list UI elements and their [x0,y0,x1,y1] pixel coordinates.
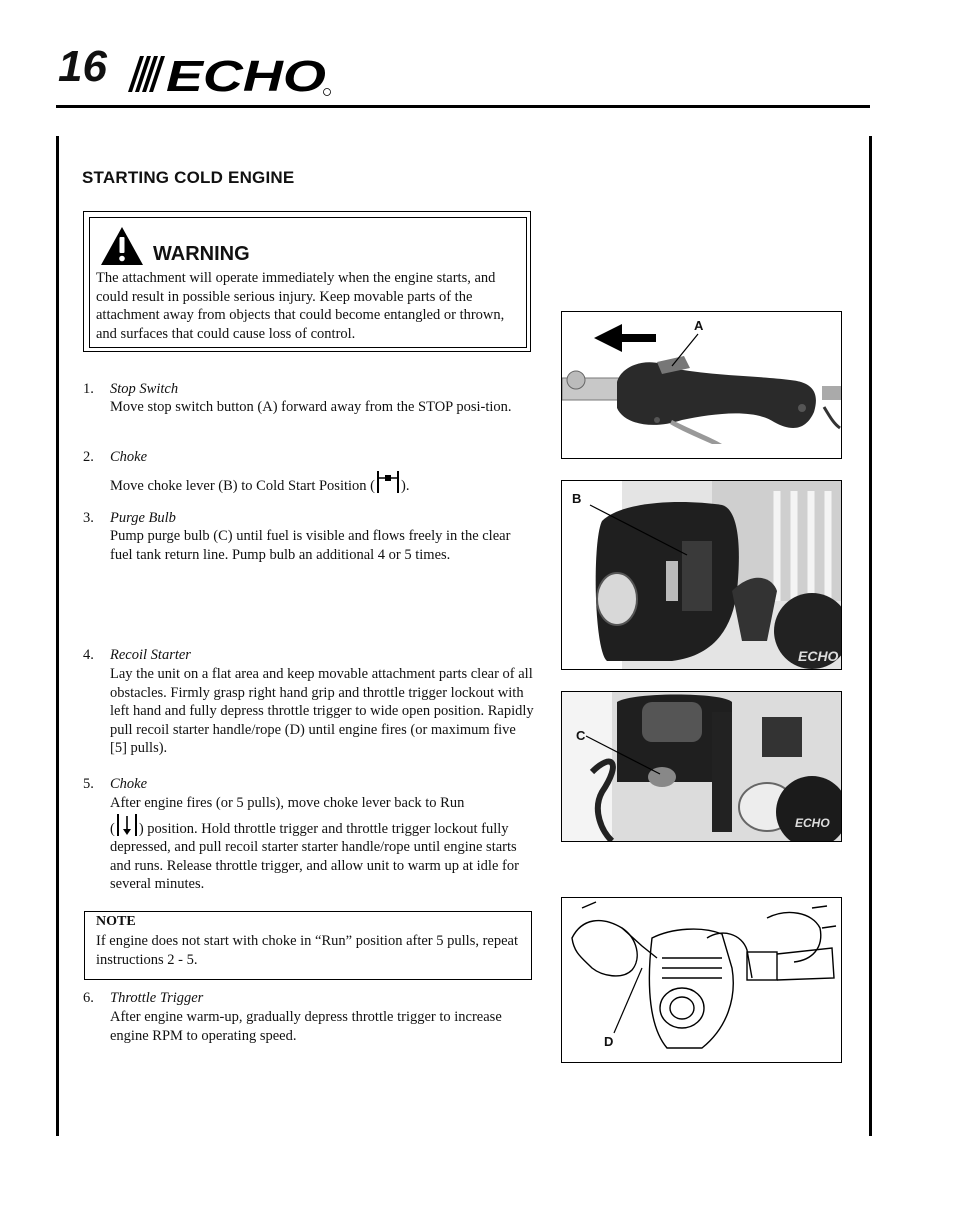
purge-bulb-photo [562,692,841,841]
page-number: 16 [58,42,107,91]
figure-label-c: C [576,728,586,743]
warning-title: WARNING [153,243,250,265]
step-title-stop-switch: Stop Switch [110,381,179,397]
step-body-choke-run [110,794,534,894]
choke-run-text: ) position. Hold throttle trigger and throttle trigger lockout fully depressed, and pull recoil starter starter handle/rope until engine starts and runs. Release throttle trigger, and allow unit to warm up at idle for several minutes. [110,820,519,893]
figure-label-a: A [694,318,704,333]
section-heading: STARTING COLD ENGINE [82,168,295,187]
step-body-stop-switch: Move stop switch button (A) forward away from the STOP posi-tion. [110,399,512,415]
step-body-purge-bulb: Pump purge bulb (C) until fuel is visible and flows freely in the clear fuel tank return line. Pump bulb an additional 4 or 5 times. [110,528,511,563]
figure-purge-bulb [561,691,842,842]
right-margin-rule [869,136,872,1136]
run-choke-icon [115,813,139,837]
step-number: 2. [83,449,94,465]
svg-text:ECHO: ECHO [798,648,839,664]
note-title: NOTE [96,914,136,929]
step-title-choke-run: Choke [110,776,148,792]
choke-lever-photo [562,481,841,669]
step-number: 6. [83,990,94,1006]
step-title-recoil-starter: Recoil Starter [110,647,191,663]
step-body-recoil-starter: Lay the unit on a flat area and keep movable attachment parts clear of all obstacles. Firmly grasp right hand grip and throttle trigger lockout with left hand and fully depress throttle trigger to wide open position. Rapidly pull recoil starter handle/rope (D) until engine fires (or maximum five [5] pulls). [110,666,534,757]
step-body-choke [110,470,534,496]
choke-run-open: ( [110,820,115,837]
warning-text: The attachment will operate immediately when the engine starts, and could result in possible serious injury. Keep movable parts of the attachment away from objects that could become entangled or thrown, and surfaces that could cause loss of control. [96,270,505,342]
warning-triangle-icon [100,226,144,266]
choke-text-before: Move choke lever (B) to Cold Start Position ( [110,478,375,494]
figure-stop-switch [561,311,842,459]
choke-run-rest [110,813,534,894]
step-number: 1. [83,381,94,397]
step-title-choke: Choke [110,449,148,465]
figure-label-b: B [572,491,582,506]
choke-run-line1: After engine fires (or 5 pulls), move choke lever back to Run [110,795,465,811]
svg-text:ECHO: ECHO [166,52,326,98]
note-text: If engine does not start with choke in “Run” position after 5 pulls, repeat instructions 2 - 5. [96,933,519,968]
svg-text:ECHO: ECHO [795,816,830,830]
figure-choke-lever [561,480,842,670]
cold-start-choke-icon [375,470,401,494]
stop-switch-handle-photo [562,312,841,458]
figure-recoil-starter [561,897,842,1063]
step-number: 3. [83,510,94,526]
choke-text-after: ). [401,478,410,494]
figure-label-d: D [604,1034,614,1049]
step-title-purge-bulb: Purge Bulb [110,510,176,526]
header-rule [56,105,870,108]
step-number: 4. [83,647,94,663]
step-number: 5. [83,776,94,792]
step-title-throttle-trigger: Throttle Trigger [110,990,204,1006]
echo-logo [122,48,336,98]
step-body-throttle-trigger: After engine warm-up, gradually depress throttle trigger to increase engine RPM to operating speed. [110,1009,502,1044]
left-margin-rule [56,136,59,1136]
